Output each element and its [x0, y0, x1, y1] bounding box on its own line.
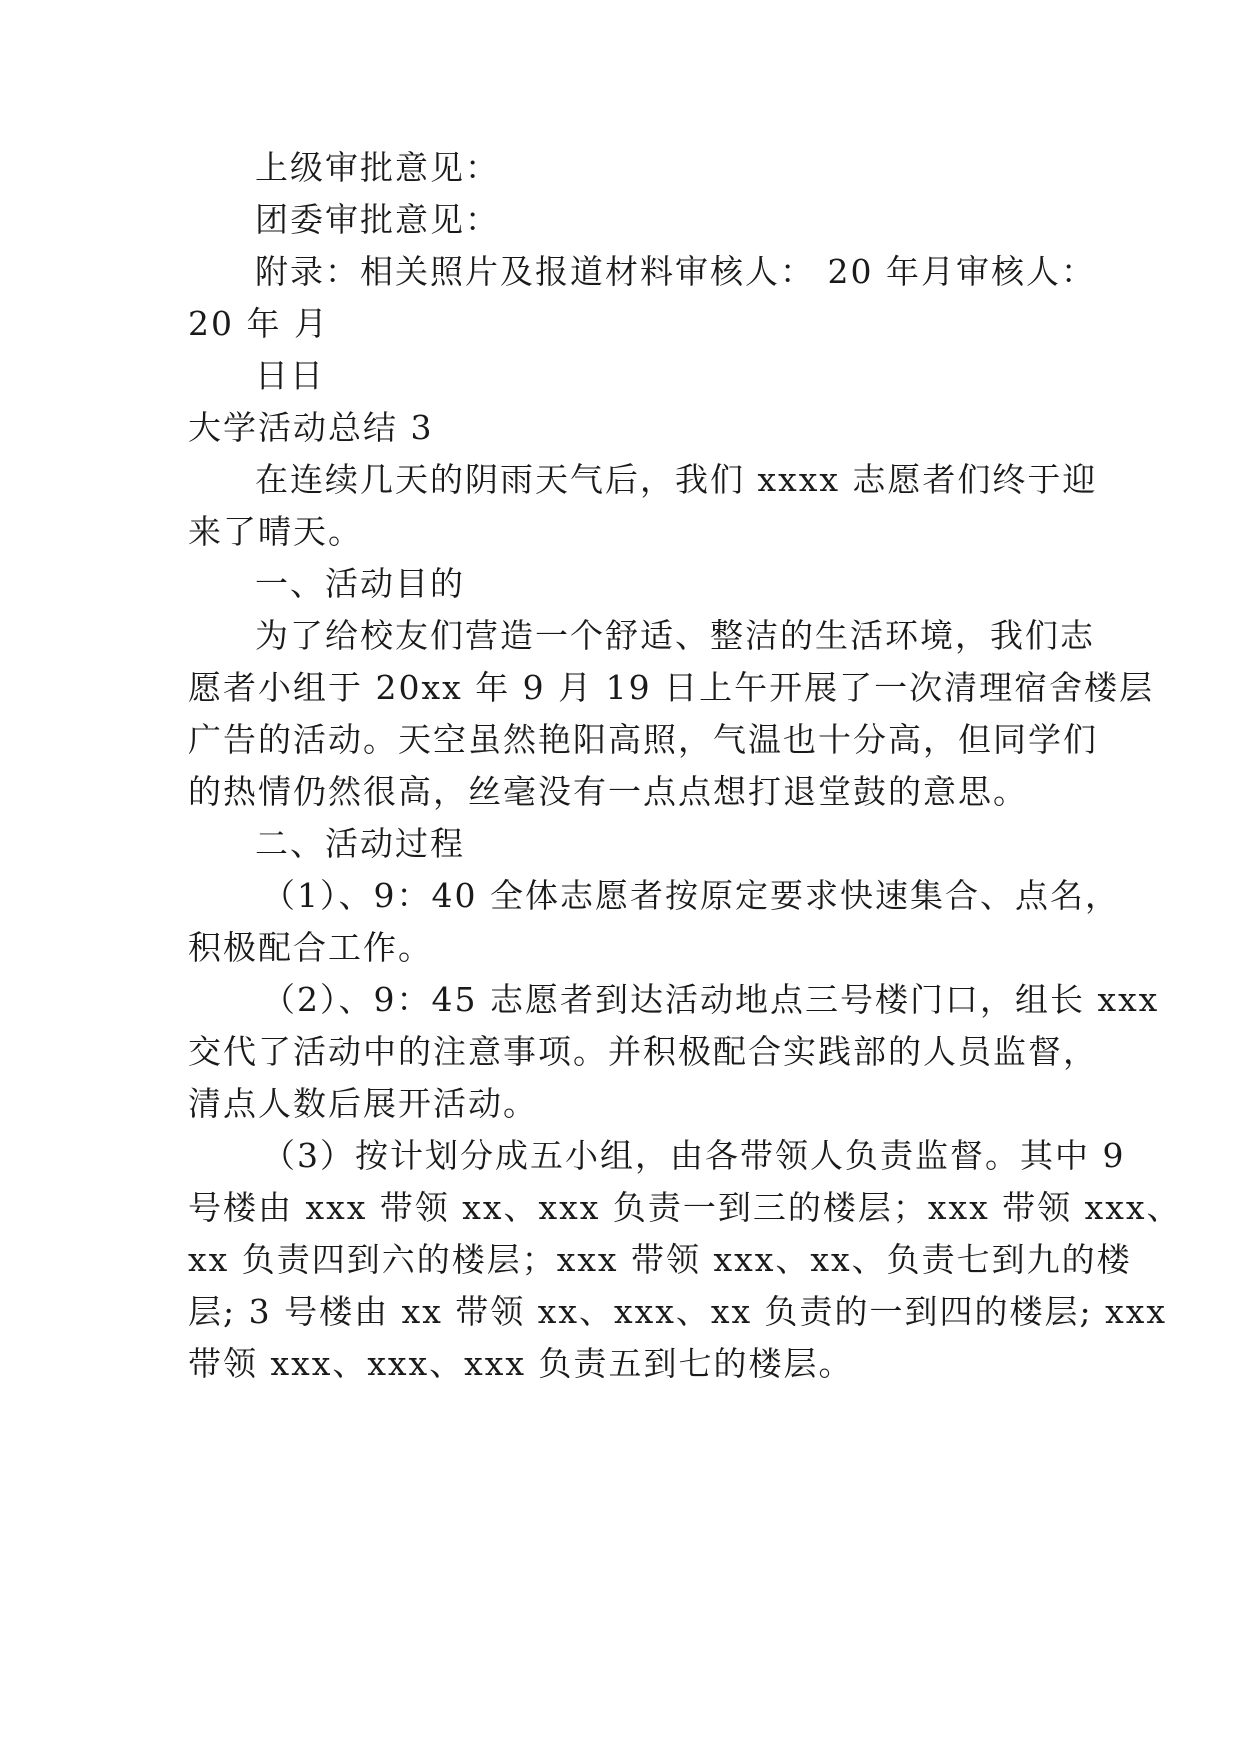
date-line: 20 年 月 — [188, 304, 329, 343]
paragraph-line: 积极配合工作。 — [188, 928, 433, 967]
paragraph-line: 在连续几天的阴雨天气后，我们 xxxx 志愿者们终于迎 — [255, 460, 1098, 499]
approval-youth-league-line: 团委审批意见： — [255, 200, 500, 239]
paragraph-line: 层; 3 号楼由 xx 带领 xx、xxx、xx 负责的一到四的楼层; xxx — [188, 1292, 1167, 1331]
paragraph-line: 的热情仍然很高，丝毫没有一点点想打退堂鼓的意思。 — [188, 772, 1028, 811]
heading-purpose: 一、活动目的 — [255, 564, 465, 603]
appendix-line: 附录：相关照片及报道材料审核人： 20 年月审核人： — [255, 252, 1096, 291]
day-line: 日日 — [255, 356, 325, 395]
paragraph-line: 为了给校友们营造一个舒适、整洁的生活环境，我们志 — [255, 616, 1095, 655]
section-title: 大学活动总结 3 — [188, 408, 434, 447]
paragraph-line: 愿者小组于 20xx 年 9 月 19 日上午开展了一次清理宿舍楼层 — [188, 668, 1155, 707]
paragraph-line: 清点人数后展开活动。 — [188, 1084, 538, 1123]
paragraph-line: （1）、9：40 全体志愿者按原定要求快速集合、点名， — [262, 876, 1120, 915]
paragraph-line: 来了晴天。 — [188, 512, 363, 551]
paragraph-line: xx 负责四到六的楼层；xxx 带领 xxx、xx、负责七到九的楼 — [188, 1240, 1132, 1279]
paragraph-line: （2）、9：45 志愿者到达活动地点三号楼门口，组长 xxx — [262, 980, 1160, 1019]
paragraph-line: （3）按计划分成五小组，由各带领人负责监督。其中 9 — [262, 1136, 1126, 1175]
paragraph-line: 号楼由 xxx 带领 xx、xxx 负责一到三的楼层；xxx 带领 xxx、 — [188, 1188, 1182, 1227]
paragraph-line: 带领 xxx、xxx、xxx 负责五到七的楼层。 — [188, 1344, 854, 1383]
paragraph-line: 广告的活动。天空虽然艳阳高照，气温也十分高，但同学们 — [188, 720, 1098, 759]
paragraph-line: 交代了活动中的注意事项。并积极配合实践部的人员监督， — [188, 1032, 1098, 1071]
approval-superior-line: 上级审批意见： — [255, 148, 500, 187]
heading-process: 二、活动过程 — [255, 824, 465, 863]
